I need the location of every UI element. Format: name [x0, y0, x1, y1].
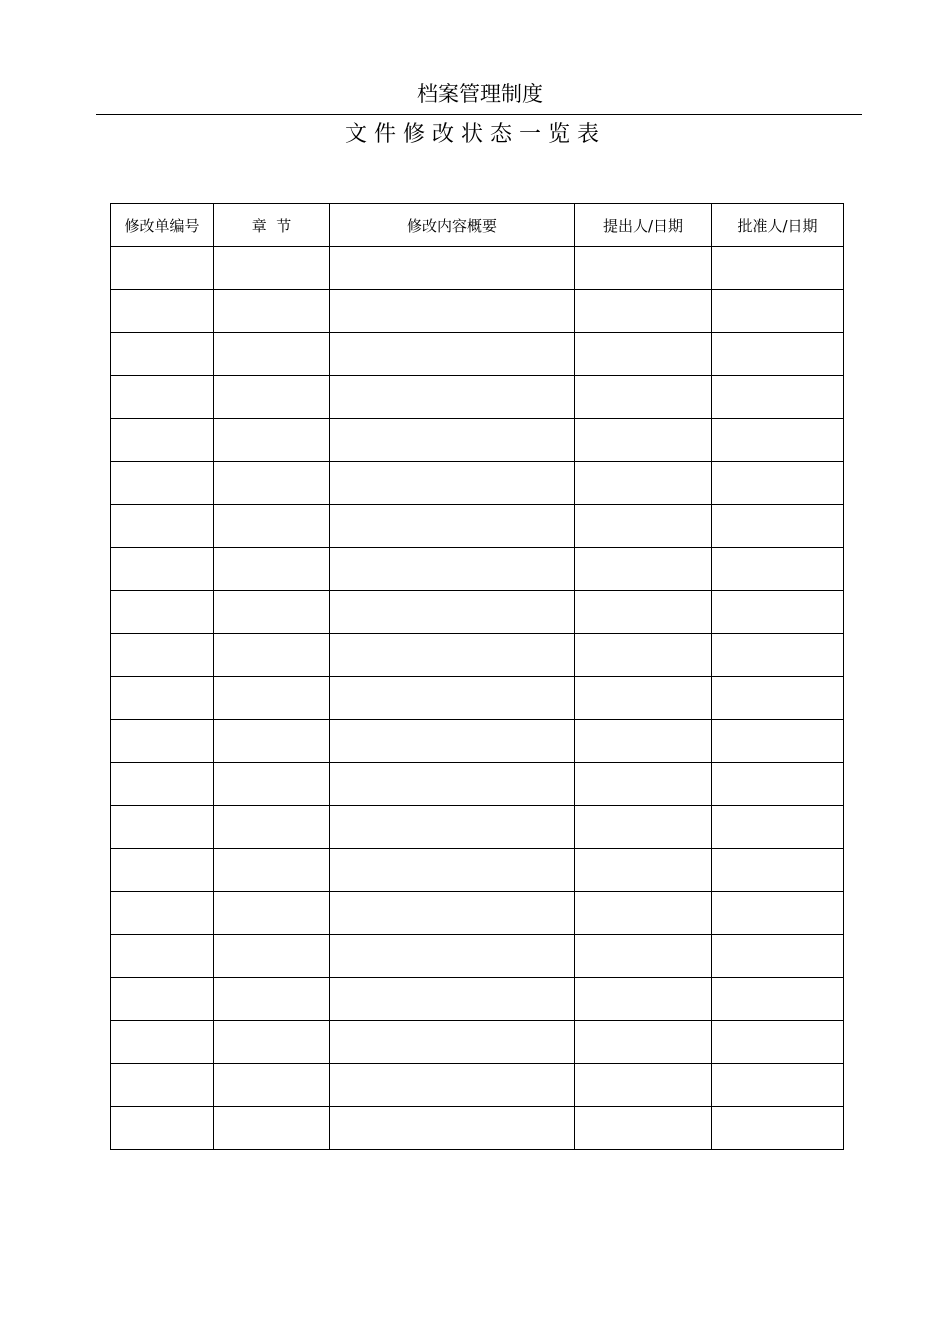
summary-cell [330, 591, 575, 634]
proposer-date-cell [575, 763, 712, 806]
proposer-date-cell [575, 462, 712, 505]
revision-number-cell [111, 978, 214, 1021]
column-header-summary: 修改内容概要 [330, 204, 575, 247]
summary-cell [330, 290, 575, 333]
section-cell [214, 763, 330, 806]
revision-number-cell [111, 333, 214, 376]
table-row [111, 462, 844, 505]
column-header-revision-number: 修改单编号 [111, 204, 214, 247]
revision-number-cell [111, 462, 214, 505]
summary-cell [330, 978, 575, 1021]
revision-number-cell [111, 806, 214, 849]
summary-cell [330, 849, 575, 892]
revision-number-cell [111, 419, 214, 462]
approver-date-cell [712, 763, 844, 806]
proposer-date-cell [575, 591, 712, 634]
table-row [111, 677, 844, 720]
approver-date-cell [712, 419, 844, 462]
proposer-date-cell [575, 290, 712, 333]
table-row [111, 1107, 844, 1150]
approver-date-cell [712, 290, 844, 333]
table-row [111, 247, 844, 290]
proposer-date-cell [575, 806, 712, 849]
revision-number-cell [111, 1064, 214, 1107]
summary-cell [330, 1107, 575, 1150]
summary-cell [330, 677, 575, 720]
table-row [111, 505, 844, 548]
approver-date-cell [712, 1107, 844, 1150]
revision-number-cell [111, 376, 214, 419]
column-header-section: 章 节 [214, 204, 330, 247]
revision-number-cell [111, 720, 214, 763]
column-header-proposer-date: 提出人/日期 [575, 204, 712, 247]
table-row [111, 634, 844, 677]
table-row [111, 376, 844, 419]
summary-cell [330, 247, 575, 290]
table-row [111, 419, 844, 462]
revision-number-cell [111, 634, 214, 677]
approver-date-cell [712, 1064, 844, 1107]
revision-number-cell [111, 849, 214, 892]
approver-date-cell [712, 548, 844, 591]
summary-cell [330, 548, 575, 591]
table-row [111, 720, 844, 763]
summary-cell [330, 505, 575, 548]
summary-cell [330, 419, 575, 462]
revision-number-cell [111, 1021, 214, 1064]
proposer-date-cell [575, 892, 712, 935]
revision-number-cell [111, 892, 214, 935]
proposer-date-cell [575, 1064, 712, 1107]
revision-number-cell [111, 935, 214, 978]
revision-number-cell [111, 1107, 214, 1150]
table-row [111, 978, 844, 1021]
approver-date-cell [712, 806, 844, 849]
page-header: 档案管理制度 [417, 82, 543, 106]
approver-date-cell [712, 892, 844, 935]
table-row [111, 333, 844, 376]
column-header-approver-date: 批准人/日期 [712, 204, 844, 247]
summary-cell [330, 333, 575, 376]
proposer-date-cell [575, 720, 712, 763]
proposer-date-cell [575, 849, 712, 892]
approver-date-cell [712, 677, 844, 720]
summary-cell [330, 1064, 575, 1107]
approver-date-cell [712, 505, 844, 548]
section-cell [214, 677, 330, 720]
proposer-date-cell [575, 505, 712, 548]
section-cell [214, 462, 330, 505]
proposer-date-cell [575, 548, 712, 591]
section-cell [214, 1107, 330, 1150]
proposer-date-cell [575, 1021, 712, 1064]
table-row [111, 1021, 844, 1064]
table-row [111, 290, 844, 333]
section-cell [214, 419, 330, 462]
table-row [111, 806, 844, 849]
proposer-date-cell [575, 935, 712, 978]
proposer-date-cell [575, 677, 712, 720]
approver-date-cell [712, 591, 844, 634]
revision-number-cell [111, 591, 214, 634]
revision-number-cell [111, 247, 214, 290]
section-cell [214, 935, 330, 978]
proposer-date-cell [575, 376, 712, 419]
approver-date-cell [712, 247, 844, 290]
summary-cell [330, 892, 575, 935]
summary-cell [330, 935, 575, 978]
summary-cell [330, 720, 575, 763]
revision-number-cell [111, 548, 214, 591]
summary-cell [330, 634, 575, 677]
table-row [111, 1064, 844, 1107]
table-row [111, 935, 844, 978]
header-divider [96, 114, 862, 115]
table-row [111, 892, 844, 935]
table-header-row [111, 204, 844, 247]
section-cell [214, 720, 330, 763]
revision-number-cell [111, 677, 214, 720]
proposer-date-cell [575, 978, 712, 1021]
approver-date-cell [712, 376, 844, 419]
table-row [111, 849, 844, 892]
table-row [111, 548, 844, 591]
section-cell [214, 892, 330, 935]
summary-cell [330, 763, 575, 806]
approver-date-cell [712, 1021, 844, 1064]
approver-date-cell [712, 634, 844, 677]
section-cell [214, 806, 330, 849]
section-cell [214, 1021, 330, 1064]
table-body [111, 247, 844, 1150]
document-title: 文 件 修 改 状 态 一 览 表 [345, 122, 599, 147]
approver-date-cell [712, 462, 844, 505]
summary-cell [330, 462, 575, 505]
approver-date-cell [712, 333, 844, 376]
section-cell [214, 1064, 330, 1107]
section-cell [214, 634, 330, 677]
table-row [111, 591, 844, 634]
section-cell [214, 849, 330, 892]
proposer-date-cell [575, 333, 712, 376]
approver-date-cell [712, 978, 844, 1021]
approver-date-cell [712, 849, 844, 892]
proposer-date-cell [575, 419, 712, 462]
section-cell [214, 591, 330, 634]
section-cell [214, 333, 330, 376]
revision-number-cell [111, 763, 214, 806]
section-cell [214, 978, 330, 1021]
proposer-date-cell [575, 247, 712, 290]
section-cell [214, 505, 330, 548]
section-cell [214, 548, 330, 591]
revision-status-table [110, 203, 844, 1150]
section-cell [214, 247, 330, 290]
table-row [111, 763, 844, 806]
revision-number-cell [111, 290, 214, 333]
proposer-date-cell [575, 1107, 712, 1150]
revision-number-cell [111, 505, 214, 548]
summary-cell [330, 376, 575, 419]
section-cell [214, 376, 330, 419]
approver-date-cell [712, 720, 844, 763]
summary-cell [330, 806, 575, 849]
approver-date-cell [712, 935, 844, 978]
proposer-date-cell [575, 634, 712, 677]
summary-cell [330, 1021, 575, 1064]
section-cell [214, 290, 330, 333]
